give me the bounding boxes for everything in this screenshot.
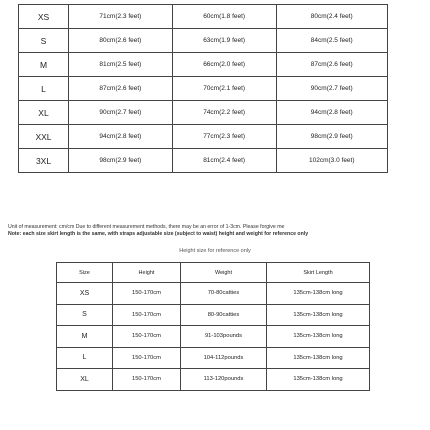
size-cell: 3XL — [19, 149, 69, 173]
table-row — [19, 29, 388, 53]
size-note-text: Note: each size skirt length is the same, with straps adjustable size (subject to waist) height and weight for reference only — [8, 230, 309, 237]
table-row — [19, 101, 388, 125]
length-cell: 94cm(2.8 feet) — [69, 125, 173, 149]
length-cell: 90cm(2.7 feet) — [69, 101, 173, 125]
hip-cell: 98cm(2.9 feet) — [276, 125, 387, 149]
table-row — [19, 5, 388, 29]
waist-cell: 60cm(1.8 feet) — [172, 5, 276, 29]
header-weight: Weight — [181, 263, 267, 283]
waist-cell: 74cm(2.2 feet) — [172, 101, 276, 125]
measurement-notes — [8, 224, 422, 238]
skirt-length-cell: 135cm-138cm long — [267, 304, 370, 326]
size-cell: S — [19, 29, 69, 53]
size-cell: XL — [19, 101, 69, 125]
table-row — [57, 304, 370, 326]
length-cell: 81cm(2.5 feet) — [69, 53, 173, 77]
waist-cell: 77cm(2.3 feet) — [172, 125, 276, 149]
height-cell: 150-170cm — [113, 347, 181, 369]
skirt-length-cell: 135cm-138cm long — [267, 369, 370, 391]
reference-caption: Height size for reference only — [179, 248, 251, 254]
skirt-length-cell: 135cm-138cm long — [267, 347, 370, 369]
size-cell: XS — [19, 5, 69, 29]
hip-cell: 90cm(2.7 feet) — [276, 77, 387, 101]
size-cell: L — [19, 77, 69, 101]
height-cell: 150-170cm — [113, 304, 181, 326]
length-cell: 87cm(2.6 feet) — [69, 77, 173, 101]
skirt-length-cell: 135cm-138cm long — [267, 283, 370, 305]
hip-cell: 94cm(2.8 feet) — [276, 101, 387, 125]
header-height: Height — [113, 263, 181, 283]
hip-cell: 102cm(3.0 feet) — [276, 149, 387, 173]
reference-size-table — [56, 262, 370, 391]
table-row — [19, 77, 388, 101]
waist-cell: 66cm(2.0 feet) — [172, 53, 276, 77]
header-size: Size — [57, 263, 113, 283]
table-row — [57, 283, 370, 305]
size-cell: XL — [57, 369, 113, 391]
height-cell: 150-170cm — [113, 283, 181, 305]
size-cell: XXL — [19, 125, 69, 149]
table-row — [57, 369, 370, 391]
waist-cell: 70cm(2.1 feet) — [172, 77, 276, 101]
size-cell: M — [19, 53, 69, 77]
table-row — [19, 149, 388, 173]
table-row — [19, 53, 388, 77]
table-header-row — [57, 263, 370, 283]
size-chart-table — [18, 4, 388, 173]
skirt-length-cell: 135cm-138cm long — [267, 326, 370, 348]
waist-cell: 63cm(1.9 feet) — [172, 29, 276, 53]
size-note — [8, 231, 422, 238]
table-row — [19, 125, 388, 149]
header-skirt-length: Skirt Length — [267, 263, 370, 283]
length-cell: 80cm(2.6 feet) — [69, 29, 173, 53]
weight-cell: 91-103pounds — [181, 326, 267, 348]
height-cell: 150-170cm — [113, 326, 181, 348]
size-cell: L — [57, 347, 113, 369]
weight-cell: 113-120pounds — [181, 369, 267, 391]
weight-cell: 104-112pounds — [181, 347, 267, 369]
table-row — [57, 347, 370, 369]
size-cell: XS — [57, 283, 113, 305]
hip-cell: 84cm(2.5 feet) — [276, 29, 387, 53]
length-cell: 71cm(2.3 feet) — [69, 5, 173, 29]
measurement-unit-note: Unit of measurement: cm/cm Due to different measurement methods, there may be an error of 1-3cm. Please forgive me — [8, 224, 285, 230]
length-cell: 98cm(2.9 feet) — [69, 149, 173, 173]
waist-cell: 81cm(2.4 feet) — [172, 149, 276, 173]
weight-cell: 70-80catties — [181, 283, 267, 305]
size-cell: S — [57, 304, 113, 326]
height-cell: 150-170cm — [113, 369, 181, 391]
hip-cell: 80cm(2.4 feet) — [276, 5, 387, 29]
table-row — [57, 326, 370, 348]
size-cell: M — [57, 326, 113, 348]
hip-cell: 87cm(2.6 feet) — [276, 53, 387, 77]
weight-cell: 80-90catties — [181, 304, 267, 326]
